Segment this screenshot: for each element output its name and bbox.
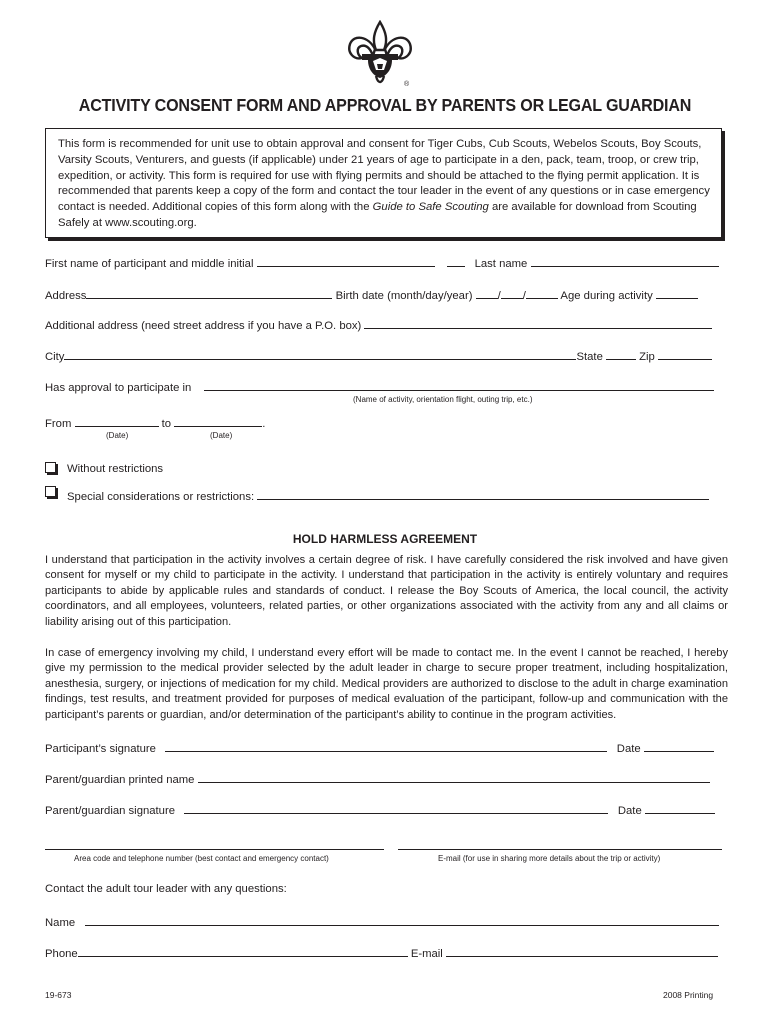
printing-note: 2008 Printing bbox=[663, 990, 714, 1000]
page-title: ACTIVITY CONSENT FORM AND APPROVAL BY PARENTS OR LEGAL GUARDIAN bbox=[78, 95, 692, 115]
participant-signature-row bbox=[45, 740, 714, 755]
from-label: From bbox=[45, 418, 72, 430]
parent-date-field[interactable] bbox=[645, 802, 715, 814]
leader-email-label: E-mail bbox=[410, 948, 443, 960]
parent-signature-field[interactable] bbox=[184, 802, 608, 814]
special-considerations-label: Special considerations or restrictions: bbox=[67, 491, 255, 503]
age-label: Age during activity bbox=[560, 290, 653, 302]
approval-hint: (Name of activity, orientation flight, outing trip, etc.) bbox=[353, 395, 533, 404]
leader-phone-field[interactable] bbox=[78, 945, 408, 957]
city-row bbox=[45, 348, 712, 363]
to-label: to bbox=[161, 418, 172, 430]
agreement-paragraph-1: I understand that participation in the activity involves a certain degree of risk. I have carefully considered the risk involved and have given consent for myself or my child to participate in the activity. I understand that participation in the activity is entirely voluntary and requires participants to abide by applicable rules and standards of conduct. I release the Boy Scouts of America, the local council, the activity coordinators, and all employees, volunteers, related parties, or other organizations associated with the activity from any and all claims or liability arising out of this participation. bbox=[45, 554, 728, 628]
parent-printed-label: Parent/guardian printed name bbox=[45, 774, 195, 786]
parent-printed-row bbox=[45, 771, 710, 786]
middle-initial-field[interactable] bbox=[447, 255, 465, 267]
date-separator: / bbox=[497, 290, 501, 302]
approval-field[interactable] bbox=[204, 379, 714, 391]
registered-mark: ® bbox=[404, 81, 410, 88]
name-row bbox=[45, 255, 719, 270]
first-name-field[interactable] bbox=[257, 255, 435, 267]
leader-phone-label: Phone bbox=[45, 948, 78, 960]
age-field[interactable] bbox=[656, 287, 698, 299]
period: . bbox=[262, 418, 266, 430]
participant-signature-field[interactable] bbox=[165, 740, 607, 752]
special-considerations-checkbox[interactable] bbox=[45, 486, 56, 497]
state-field[interactable] bbox=[606, 348, 636, 360]
address-row bbox=[45, 287, 698, 302]
additional-address-label: Additional address (need street address if you have a P.O. box) bbox=[45, 320, 362, 332]
birth-year-field[interactable] bbox=[526, 287, 558, 299]
zip-label: Zip bbox=[639, 351, 655, 363]
phone-field[interactable] bbox=[45, 849, 384, 850]
city-field[interactable] bbox=[64, 348, 576, 360]
intro-text-end: are available for download from Scouting Safely at www.scouting.org. bbox=[58, 201, 697, 229]
date-separator: / bbox=[522, 290, 526, 302]
parent-signature-label: Parent/guardian signature bbox=[45, 805, 176, 817]
leader-name-row bbox=[45, 914, 719, 929]
state-label: State bbox=[576, 351, 603, 363]
date-range-row bbox=[45, 415, 265, 430]
special-considerations-row bbox=[67, 488, 709, 503]
fleur-de-lis-eagle-icon bbox=[344, 20, 416, 90]
participant-signature-label: Participant’s signature bbox=[45, 743, 156, 755]
birth-date-label: Birth date (month/day/year) bbox=[335, 290, 473, 302]
to-date-field[interactable] bbox=[174, 415, 262, 427]
parent-signature-row bbox=[45, 802, 715, 817]
birth-day-field[interactable] bbox=[501, 287, 523, 299]
date-label: Date bbox=[616, 743, 641, 755]
email-field[interactable] bbox=[398, 849, 722, 850]
guide-title: Guide to Safe Scouting bbox=[372, 201, 489, 214]
leader-contact-row bbox=[45, 945, 718, 960]
special-considerations-field[interactable] bbox=[257, 488, 709, 500]
without-restrictions-label: Without restrictions bbox=[67, 463, 164, 475]
last-name-label: Last name bbox=[474, 258, 528, 270]
approval-row bbox=[45, 379, 714, 394]
to-date-hint: (Date) bbox=[210, 431, 233, 440]
city-label: City bbox=[45, 351, 65, 363]
approval-label: Has approval to participate in bbox=[45, 382, 192, 394]
date-label: Date bbox=[617, 805, 642, 817]
address-field[interactable] bbox=[86, 287, 332, 299]
birth-month-field[interactable] bbox=[476, 287, 498, 299]
intro-text: This form is recommended for unit use to obtain approval and consent for Tiger Cubs, Cub Scouts, Webelos Scouts, Boy Scouts, Varsity Scouts, Venturers, and guests (if applicable) under 21 years of age to participate in a den, pack, team, troop, or crew trip, expedition, or activity. This form is required for use with flying permits and should be attached to the flying permit application. It is recommended that parents keep a copy of the form and contact the tour leader in the event of any questions or in case emergency contact is needed. Additional copies of this form along with the bbox=[58, 138, 710, 214]
first-name-label: First name of participant and middle initial bbox=[45, 258, 254, 270]
from-date-field[interactable] bbox=[75, 415, 159, 427]
from-date-hint: (Date) bbox=[106, 431, 129, 440]
phone-hint: Area code and telephone number (best contact and emergency contact) bbox=[74, 854, 329, 863]
parent-printed-field[interactable] bbox=[198, 771, 710, 783]
participant-date-field[interactable] bbox=[644, 740, 714, 752]
email-hint: E-mail (for use in sharing more details about the trip or activity) bbox=[438, 854, 661, 863]
address-label: Address bbox=[45, 290, 87, 302]
zip-field[interactable] bbox=[658, 348, 712, 360]
additional-address-row bbox=[45, 317, 712, 332]
leader-email-field[interactable] bbox=[446, 945, 718, 957]
contact-heading: Contact the adult tour leader with any questions: bbox=[45, 883, 287, 895]
leader-name-label: Name bbox=[45, 917, 76, 929]
form-number: 19-673 bbox=[45, 990, 72, 1000]
without-restrictions-checkbox[interactable] bbox=[45, 462, 56, 473]
additional-address-field[interactable] bbox=[364, 317, 712, 329]
agreement-paragraph-2: In case of emergency involving my child, I understand every effort will be made to contact me. In the event I cannot be reached, I hereby give my permission to the medical provider selected by the adult leader in charge to secure proper treatment, including hospitalization, anesthesia, surgery, or injections of medication for my child. Medical providers are authorized to disclose to the adult in charge examination findings, test results, and treatment provided for purposes of medical evaluation of the participant, follow-up and communication with the participant’s parents or guardian, and/or determination of the participant’s ability to continue in the program activities. bbox=[45, 647, 728, 721]
hold-harmless-heading: HOLD HARMLESS AGREEMENT bbox=[292, 532, 478, 546]
intro-box bbox=[45, 128, 722, 238]
last-name-field[interactable] bbox=[531, 255, 719, 267]
leader-name-field[interactable] bbox=[85, 914, 719, 926]
